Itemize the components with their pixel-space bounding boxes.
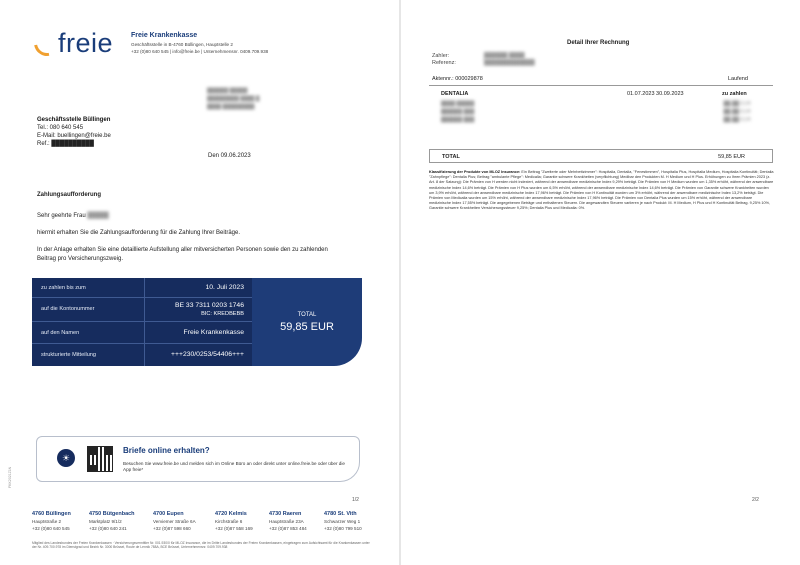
office-phone: +32 (0)87 558 169 [215, 526, 253, 531]
row-name: ████ █████ [441, 101, 475, 107]
payment-row-due [32, 278, 252, 298]
office-item [153, 511, 209, 531]
office-phone: +32 (0)80 799 510 [324, 526, 362, 531]
file-number: Aktennr.: 000029878 [432, 76, 483, 82]
office-phone: +32 (0)80 640 545 [32, 526, 70, 531]
payment-row-ref [32, 344, 252, 366]
office-item [32, 511, 88, 531]
detail-meta [432, 53, 582, 69]
total-amount: 59,85 EUR [280, 321, 334, 333]
salutation-name: █████ [87, 213, 109, 219]
office-city: 4700 Eupen [153, 511, 184, 517]
name-value: Freie Krankenkasse [183, 329, 244, 336]
office-city: 4780 St. Vith [324, 511, 357, 517]
invoice-page-2 [401, 0, 800, 565]
body-paragraph-2: In der Anlage erhalten Sie eine detaillierte Aufstellung aller mitversicherten Personen sowie den zu zahlenden Beitrag pro Versicherungszweig. [37, 247, 328, 262]
reference-label: Referenz: [432, 60, 456, 66]
account-value: BE 33 7311 0203 1746 [174, 302, 244, 309]
office-tel: Tel.: 080 640 545 [37, 125, 84, 131]
bic-value: BIC: KREDBEBB [201, 311, 244, 317]
divider [429, 85, 773, 86]
recipient-line: █████████ ████ █ [207, 96, 260, 102]
recipient-address [207, 87, 259, 111]
row-name: ██████ ███ [441, 109, 475, 115]
office-item [324, 511, 372, 531]
payer-value: ██████ ████ [484, 53, 525, 59]
offices-footer [32, 511, 372, 537]
payment-block [32, 278, 362, 366]
office-item [89, 511, 145, 531]
table-row [441, 108, 751, 116]
office-city: 4760 Büllingen [32, 511, 71, 517]
body-paragraph-1: hiermit erhalten Sie die Zahlungsaufforderung für die Zahlung Ihrer Beiträge. [37, 230, 241, 236]
online-text: Besuchen Sie www.freie.be und melden sich im Online Büro an oder direkt unter online.freie.be oder über die App freie* [123, 461, 345, 472]
note-text: Ein Beitrag "Zweiterte oder Mehrbettzimmer": Hospitalia, Dentalia, "Fenestimmen", Hospitalia Plus, Hospitalia Medium, Hospitalia Kontinuität; Dentalia "Zahnpflege": Dentalia Plus; Beitrag "ambulante Pflege": Medicalia; Garantie schwere Krankheiten (verpflichtung) Medibar den Produkten M. H Medium und H Plus. Erhöhungen zu Ihren Prämien 2023 (z. Art. 8 der Satzung): Die Prämien von H werden nicht indexiert, während der anwendbare medizinische Index 9,29% beträgt. Die Prämien von H Medium wurden um 1,35% erhöht, während der anwendbare medizinische Index 14,6% beträgt. Die Prämien von H Plus wurden um 6,5% erhöht, während der anwendbare medizinische Index 14,6% beträgt. Die Prämien von Garantie schwere Krankheiten wurden um 3,9% erhöht, während der anwendbare medizinische Index 17,96% beträgt. Die Prämien von H Kontinuität wurden um 3% erhöht, während der anwendbare medizinische Index 13,2% beträgt. Die Prämien von Medicalia wurden um 15% erhöht, während der anwendbare medizinische Index 17,96% beträgt. Die Prämien von Dentalia Plus wurden um 15% erhöht, während der anwendbare medizinische Index 17,55% beträgt. Die angegebenen Beträge und enthaltenen Steuern. Die angewandten Steuern variieren je nach Produkt: M. H Medium, H Plus und H Kontinuität Beitrag. 9,25% 10%, Garantie schwere Krankheiten Versicherungssteuer 9,25%; Dentalia Plus und Medicalia: 0%. [429, 170, 774, 211]
total-label: TOTAL [297, 312, 317, 318]
ref-label: strukturierte Mitteilung [41, 352, 97, 358]
due-label: zu zahlen bis zum [41, 285, 86, 291]
payer-label: Zahler: [432, 53, 450, 59]
status-label: Laufend [728, 76, 748, 82]
name-label: auf den Namen [41, 330, 80, 336]
office-phone: +32 (0)87 853 484 [269, 526, 307, 531]
document-code: FKK2021Z1N [8, 466, 12, 488]
recipient-line: ████ █████████ [207, 104, 255, 110]
office-city: 4720 Kelmis [215, 511, 247, 517]
note-title: Klassifizierung der Produkte von MLOZ Insurance: [429, 170, 521, 174]
salutation-text: Sehr geehrte Frau [37, 213, 86, 219]
online-banner [36, 436, 360, 482]
office-city: 4750 Bütgenbach [89, 511, 135, 517]
detail-rows [441, 100, 751, 124]
office-street: Kirchstraße 6 [215, 519, 243, 524]
office-title: Geschäftsstelle Büllingen [37, 117, 111, 123]
office-phone: +32 (0)87 598 660 [153, 526, 191, 531]
invoice-page-1 [0, 0, 399, 565]
row-amount: ██,██ EUR [723, 109, 751, 115]
total-row [429, 149, 773, 163]
row-name: ██████ ███ [441, 117, 475, 123]
company-contact: +32 (0)80 640 545 | info@freie.be | Unternehmensnr. 0409.709.938 [131, 49, 269, 54]
lightbulb-icon: ☀ [57, 449, 75, 467]
due-value: 10. Juli 2023 [205, 284, 244, 291]
payment-row-name [32, 322, 252, 344]
legal-fineprint: Mitglied des Landesbundes der Freien Krankenkassen · Versicherungsvermittler Nr. 001.930/0 für MLOZ Insurance, die im Dritte Landesbundes der Freien Krankenkassen, eingetragen zum Aufsichtsamt für die Krankenkassen unter der Nr. 409.700.978 im Dienstgrad und Bezirk Nr. 3000 Brüssel, Route de Lennik 788A, BCE Brüssel, Unternehmensnr. 0409.709.938 [32, 541, 370, 550]
classification-note [429, 170, 775, 212]
row-amount: ██,██ EUR [723, 117, 751, 123]
letter-subject: Zahlungsaufforderung [37, 192, 101, 198]
logo: freie [58, 28, 114, 58]
recipient-line: ██████ █████ [207, 88, 248, 94]
page-number: 2/2 [752, 497, 759, 503]
row-amount: ██,██ EUR [723, 101, 751, 107]
qr-code-icon [87, 446, 113, 472]
company-name: Freie Krankenkasse [131, 32, 198, 39]
office-street: Schwarzer Weg 1 [324, 519, 361, 524]
online-title: Briefe online erhalten? [123, 446, 210, 455]
total-label: TOTAL [442, 154, 460, 160]
payment-row-account [32, 298, 252, 322]
ref-value: +++230/0253/54406+++ [171, 351, 244, 358]
office-city: 4730 Raeren [269, 511, 302, 517]
office-block [37, 116, 111, 148]
total-amount: 59,85 EUR [718, 154, 745, 160]
office-ref: Ref.: ██████████ [37, 141, 94, 147]
salutation [37, 213, 109, 219]
section-title: DENTALIA [441, 91, 469, 97]
table-row [441, 116, 751, 124]
office-phone: +32 (0)80 640 241 [89, 526, 127, 531]
office-email: E-Mail: buellingen@freie.be [37, 133, 111, 139]
office-street: Verviemer Straße 6A [153, 519, 196, 524]
office-street: Hauptstraße 23A [269, 519, 304, 524]
office-street: Marktplatz 9/1/2 [89, 519, 122, 524]
company-address: Geschäftsstelle in B-4760 Büllingen, Hauptstelle 2 [131, 42, 233, 47]
due-header: zu zahlen [722, 91, 747, 97]
office-item [215, 511, 271, 531]
detail-title: Detail Ihrer Rechnung [567, 40, 630, 46]
letter-date: Den 09.06.2023 [208, 153, 251, 159]
office-street: Hauptstraße 2 [32, 519, 62, 524]
period: 01.07.2023 30.09.2023 [627, 91, 684, 97]
account-label: auf die Kontonummer [41, 306, 95, 312]
office-item [269, 511, 325, 531]
page-number: 1/2 [352, 497, 359, 503]
reference-value: █████████████ [484, 60, 535, 66]
table-row [441, 100, 751, 108]
